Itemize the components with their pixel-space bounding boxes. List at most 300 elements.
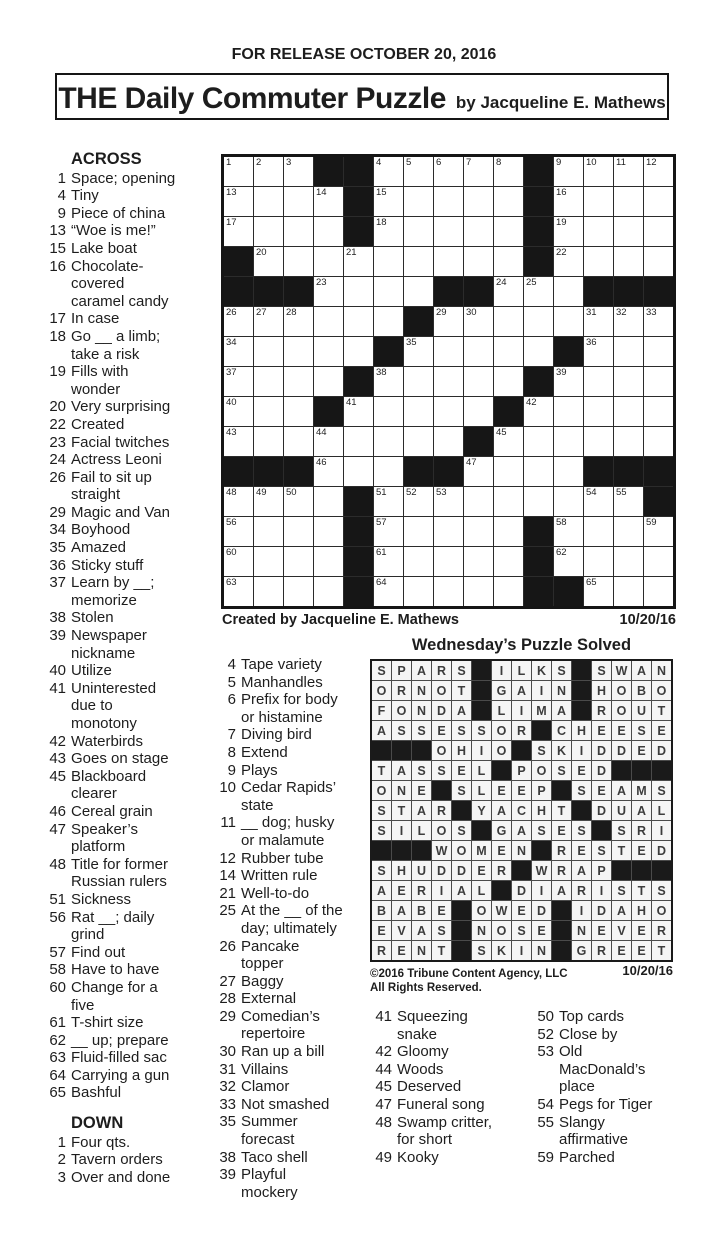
grid-cell[interactable]	[314, 367, 343, 396]
grid-cell[interactable]	[614, 547, 643, 576]
grid-cell[interactable]	[374, 457, 403, 486]
grid-cell[interactable]	[374, 487, 403, 516]
grid-cell[interactable]	[494, 337, 523, 366]
cell-number: 16	[556, 187, 567, 198]
solved-cell: S	[612, 881, 631, 900]
clue-number: 25	[219, 902, 236, 920]
grid-cell[interactable]	[284, 427, 313, 456]
solved-cell: E	[472, 861, 491, 880]
clue-number: 24	[49, 451, 66, 469]
grid-cell[interactable]	[584, 307, 613, 336]
clue-text: Close by	[559, 1025, 618, 1043]
grid-cell[interactable]	[464, 247, 493, 276]
grid-cell[interactable]	[434, 307, 463, 336]
solved-cell: T	[632, 881, 651, 900]
grid-cell[interactable]	[404, 517, 433, 546]
grid-cell[interactable]	[524, 457, 553, 486]
grid-cell[interactable]	[614, 517, 643, 546]
grid-cell[interactable]	[344, 397, 373, 426]
grid-cell[interactable]	[644, 397, 673, 426]
grid-cell[interactable]	[284, 157, 313, 186]
grid-cell[interactable]	[404, 397, 433, 426]
black-square	[344, 487, 373, 516]
grid-cell[interactable]	[614, 337, 643, 366]
clue-55	[532, 1114, 663, 1149]
grid-cell[interactable]	[554, 397, 583, 426]
grid-cell[interactable]	[524, 427, 553, 456]
grid-cell[interactable]	[614, 427, 643, 456]
grid-cell[interactable]	[494, 157, 523, 186]
grid-cell[interactable]	[314, 487, 343, 516]
grid-cell[interactable]	[584, 337, 613, 366]
solved-cell: C	[552, 721, 571, 740]
grid-cell[interactable]	[404, 337, 433, 366]
cell-number: 62	[556, 547, 567, 558]
grid-cell[interactable]	[584, 187, 613, 216]
grid-cell[interactable]	[314, 187, 343, 216]
clue-text: Amazed	[71, 539, 127, 557]
cell-number: 60	[226, 547, 237, 558]
solved-cell: E	[572, 761, 591, 780]
clue-number: 4	[227, 656, 236, 673]
solved-cell: R	[432, 801, 451, 820]
clue-number: 29	[219, 1007, 236, 1025]
grid-cell[interactable]	[584, 547, 613, 576]
solved-cell: I	[392, 821, 411, 840]
clue-number: 8	[227, 743, 236, 761]
black-square	[314, 397, 343, 426]
grid-cell[interactable]	[254, 307, 283, 336]
clue-text: Magic and Van	[71, 503, 170, 521]
solved-cell: A	[512, 681, 531, 700]
grid-cell[interactable]	[434, 217, 463, 246]
cell-number: 52	[406, 487, 417, 498]
grid-cell[interactable]	[494, 247, 523, 276]
black-square	[572, 701, 591, 720]
grid-cell[interactable]	[554, 217, 583, 246]
grid-cell[interactable]	[284, 307, 313, 336]
grid-cell[interactable]	[434, 157, 463, 186]
grid-cell[interactable]	[554, 157, 583, 186]
clue-text: Kooky	[397, 1148, 439, 1166]
cell-number: 5	[406, 157, 412, 168]
solved-cell: I	[432, 881, 451, 900]
grid-cell[interactable]	[644, 307, 673, 336]
solved-cell: E	[632, 921, 651, 940]
grid-cell[interactable]	[224, 157, 253, 186]
grid-cell[interactable]	[494, 487, 523, 516]
cell-number: 48	[226, 487, 237, 498]
clue-47	[370, 1096, 497, 1114]
clue-number: 26	[219, 937, 236, 955]
clue-20	[44, 398, 179, 416]
grid-cell[interactable]	[314, 337, 343, 366]
grid-cell[interactable]	[314, 247, 343, 276]
grid-cell[interactable]	[284, 397, 313, 426]
grid-cell[interactable]	[224, 427, 253, 456]
grid-cell[interactable]	[464, 217, 493, 246]
grid-cell[interactable]	[464, 307, 493, 336]
grid-cell[interactable]	[584, 517, 613, 546]
grid-cell[interactable]	[314, 217, 343, 246]
grid-cell[interactable]	[494, 367, 523, 396]
grid-cell[interactable]	[374, 397, 403, 426]
grid-cell[interactable]	[374, 277, 403, 306]
clue-number: 63	[49, 1049, 66, 1067]
grid-cell[interactable]	[434, 187, 463, 216]
solved-cell: A	[412, 921, 431, 940]
grid-cell[interactable]	[434, 427, 463, 456]
grid-cell[interactable]	[644, 337, 673, 366]
clue-44	[370, 1061, 497, 1079]
grid-cell[interactable]	[434, 337, 463, 366]
clue-35	[44, 539, 179, 557]
solved-cell: E	[612, 721, 631, 740]
grid-cell[interactable]	[644, 157, 673, 186]
grid-cell[interactable]	[314, 427, 343, 456]
grid-cell[interactable]	[464, 547, 493, 576]
grid-cell[interactable]	[614, 157, 643, 186]
solved-cell: A	[492, 801, 511, 820]
grid-cell[interactable]	[254, 337, 283, 366]
solved-cell: S	[572, 821, 591, 840]
solved-cell: E	[392, 941, 411, 960]
cell-number: 54	[586, 487, 597, 498]
grid-cell[interactable]	[554, 487, 583, 516]
grid-cell[interactable]	[254, 427, 283, 456]
solved-cell: R	[552, 841, 571, 860]
grid-cell[interactable]	[344, 427, 373, 456]
grid-cell[interactable]	[584, 397, 613, 426]
grid-cell[interactable]	[374, 187, 403, 216]
grid-cell[interactable]	[374, 547, 403, 576]
grid-cell[interactable]	[584, 247, 613, 276]
black-square	[404, 307, 433, 336]
grid-cell[interactable]	[434, 397, 463, 426]
grid-cell[interactable]	[554, 277, 583, 306]
grid-cell[interactable]	[644, 577, 673, 606]
solved-cell: P	[392, 661, 411, 680]
clue-60	[44, 979, 179, 1014]
clue-number: 21	[219, 884, 236, 902]
grid-cell[interactable]	[404, 187, 433, 216]
clue-text: Chocolate-covered caramel candy	[71, 257, 169, 310]
clue-17	[44, 310, 179, 328]
grid-cell[interactable]	[494, 187, 523, 216]
grid-cell[interactable]	[374, 307, 403, 336]
grid-cell[interactable]	[644, 247, 673, 276]
grid-cell[interactable]	[644, 187, 673, 216]
cell-number: 24	[496, 277, 507, 288]
clue-31	[214, 1061, 343, 1079]
grid-cell[interactable]	[404, 427, 433, 456]
grid-cell[interactable]	[584, 577, 613, 606]
clue-41	[370, 1008, 497, 1043]
cell-number: 6	[436, 157, 442, 168]
grid-cell[interactable]	[254, 217, 283, 246]
grid-cell[interactable]	[224, 367, 253, 396]
grid-cell[interactable]	[584, 487, 613, 516]
clue-text: Woods	[397, 1060, 444, 1078]
grid-cell[interactable]	[464, 157, 493, 186]
solved-cell: B	[632, 681, 651, 700]
solved-cell: T	[452, 681, 471, 700]
grid-cell[interactable]	[224, 487, 253, 516]
grid-cell[interactable]	[314, 457, 343, 486]
grid-cell[interactable]	[284, 217, 313, 246]
grid-cell[interactable]	[404, 277, 433, 306]
grid-cell[interactable]	[614, 397, 643, 426]
grid-cell[interactable]	[314, 547, 343, 576]
grid-cell[interactable]	[344, 337, 373, 366]
grid-cell[interactable]	[434, 247, 463, 276]
grid-cell[interactable]	[494, 547, 523, 576]
grid-cell[interactable]	[494, 577, 523, 606]
grid-cell[interactable]	[434, 547, 463, 576]
grid-cell[interactable]	[344, 277, 373, 306]
grid-cell[interactable]	[404, 547, 433, 576]
grid-cell[interactable]	[554, 427, 583, 456]
black-square	[284, 457, 313, 486]
cell-number: 37	[226, 367, 237, 378]
black-square	[524, 517, 553, 546]
solved-cell: L	[492, 701, 511, 720]
grid-cell[interactable]	[284, 367, 313, 396]
black-square	[572, 681, 591, 700]
grid-cell[interactable]	[374, 247, 403, 276]
solved-cell: I	[572, 901, 591, 920]
clue-54	[532, 1096, 663, 1114]
grid-cell[interactable]	[254, 517, 283, 546]
clue-number: 53	[537, 1043, 554, 1061]
grid-cell[interactable]	[314, 277, 343, 306]
grid-cell[interactable]	[584, 157, 613, 186]
solved-cell: E	[432, 721, 451, 740]
clue-text: Ran up a bill	[241, 1043, 325, 1061]
solved-cell: O	[532, 761, 551, 780]
grid-cell[interactable]	[224, 307, 253, 336]
clue-21	[214, 885, 343, 903]
grid-cell[interactable]	[464, 457, 493, 486]
cell-number: 56	[226, 517, 237, 528]
grid-cell[interactable]	[284, 187, 313, 216]
grid-cell[interactable]	[224, 397, 253, 426]
grid-cell[interactable]	[404, 157, 433, 186]
grid-cell[interactable]	[584, 367, 613, 396]
clue-text: Villains	[241, 1060, 289, 1078]
grid-cell[interactable]	[614, 187, 643, 216]
grid-cell[interactable]	[614, 367, 643, 396]
grid-cell[interactable]	[404, 247, 433, 276]
grid-cell[interactable]	[464, 337, 493, 366]
grid-cell[interactable]	[614, 247, 643, 276]
clue-text: Utilize	[71, 662, 112, 680]
grid-cell[interactable]	[344, 247, 373, 276]
grid-cell[interactable]	[614, 217, 643, 246]
grid-cell[interactable]	[614, 307, 643, 336]
grid-cell[interactable]	[644, 547, 673, 576]
solved-cell: A	[552, 881, 571, 900]
grid-cell[interactable]	[224, 187, 253, 216]
clue-text: Tavern orders	[71, 1151, 163, 1169]
grid-cell[interactable]	[284, 487, 313, 516]
grid-cell[interactable]	[434, 577, 463, 606]
grid-cell[interactable]	[224, 337, 253, 366]
cell-number: 65	[586, 577, 597, 588]
grid-cell[interactable]	[434, 367, 463, 396]
grid-cell[interactable]	[374, 217, 403, 246]
grid-cell[interactable]	[254, 397, 283, 426]
grid-cell[interactable]	[374, 577, 403, 606]
grid-cell[interactable]	[494, 517, 523, 546]
grid-cell[interactable]	[374, 367, 403, 396]
clue-number: 52	[537, 1025, 554, 1043]
grid-cell[interactable]	[434, 487, 463, 516]
grid-cell[interactable]	[254, 157, 283, 186]
solved-cell: S	[432, 921, 451, 940]
solved-cell: S	[532, 741, 551, 760]
solved-cell: A	[512, 821, 531, 840]
grid-cell[interactable]	[644, 217, 673, 246]
grid-cell[interactable]	[284, 517, 313, 546]
clue-number: 34	[49, 521, 66, 539]
solved-cell: I	[572, 741, 591, 760]
grid-cell[interactable]	[494, 277, 523, 306]
solved-cell: S	[372, 801, 391, 820]
clue-58	[44, 961, 179, 979]
clue-number: 30	[219, 1043, 236, 1061]
solved-cell: O	[432, 681, 451, 700]
grid-cell[interactable]	[404, 487, 433, 516]
clue-text: Over and done	[71, 1168, 171, 1186]
clue-5	[214, 674, 343, 692]
black-square	[372, 741, 391, 760]
grid-cell[interactable]	[524, 307, 553, 336]
grid-cell[interactable]	[494, 457, 523, 486]
grid-cell[interactable]	[314, 517, 343, 546]
grid-cell[interactable]	[254, 187, 283, 216]
clue-number: 35	[219, 1113, 236, 1131]
solved-cell: S	[472, 941, 491, 960]
grid-cell[interactable]	[284, 547, 313, 576]
grid-cell[interactable]	[464, 487, 493, 516]
black-square	[592, 821, 611, 840]
grid-cell[interactable]	[464, 187, 493, 216]
solved-cell: E	[492, 841, 511, 860]
solved-cell: E	[572, 841, 591, 860]
clue-18	[44, 328, 179, 363]
grid-cell[interactable]	[314, 577, 343, 606]
grid-cell[interactable]	[644, 367, 673, 396]
black-square	[584, 277, 613, 306]
grid-cell[interactable]	[644, 517, 673, 546]
grid-cell[interactable]	[404, 217, 433, 246]
clue-50	[532, 1008, 663, 1026]
grid-cell[interactable]	[464, 397, 493, 426]
grid-cell[interactable]	[254, 577, 283, 606]
grid-cell[interactable]	[404, 367, 433, 396]
grid-cell[interactable]	[614, 487, 643, 516]
grid-cell[interactable]	[254, 487, 283, 516]
grid-cell[interactable]	[254, 247, 283, 276]
grid-cell[interactable]	[374, 517, 403, 546]
clue-text: Cereal grain	[71, 802, 153, 820]
grid-cell[interactable]	[344, 307, 373, 336]
grid-cell[interactable]	[224, 217, 253, 246]
grid-cell[interactable]	[284, 577, 313, 606]
grid-cell[interactable]	[524, 397, 553, 426]
down-heading: DOWN	[71, 1114, 124, 1133]
clue-number: 62	[49, 1031, 66, 1049]
grid-cell[interactable]	[584, 427, 613, 456]
clue-number: 44	[375, 1060, 392, 1078]
grid-cell[interactable]	[434, 517, 463, 546]
grid-cell[interactable]	[314, 307, 343, 336]
grid-cell[interactable]	[554, 457, 583, 486]
grid-cell[interactable]	[554, 517, 583, 546]
cell-number: 41	[346, 397, 357, 408]
grid-cell[interactable]	[284, 247, 313, 276]
grid-cell[interactable]	[494, 427, 523, 456]
grid-cell[interactable]	[344, 457, 373, 486]
cell-number: 23	[316, 277, 327, 288]
clue-number: 33	[219, 1095, 236, 1113]
grid-cell[interactable]	[464, 517, 493, 546]
solved-cell: S	[452, 661, 471, 680]
grid-cell[interactable]	[524, 487, 553, 516]
grid-cell[interactable]	[374, 427, 403, 456]
grid-cell[interactable]	[554, 187, 583, 216]
grid-cell[interactable]	[614, 577, 643, 606]
grid-cell[interactable]	[494, 217, 523, 246]
black-square	[632, 761, 651, 780]
cell-number: 10	[586, 157, 597, 168]
solved-cell: N	[532, 941, 551, 960]
grid-cell[interactable]	[224, 517, 253, 546]
black-square	[472, 681, 491, 700]
grid-cell[interactable]	[254, 547, 283, 576]
solved-cell: S	[652, 781, 671, 800]
grid-cell[interactable]	[224, 577, 253, 606]
grid-cell[interactable]	[374, 157, 403, 186]
grid-cell[interactable]	[224, 547, 253, 576]
solved-cell: R	[432, 661, 451, 680]
black-square	[632, 861, 651, 880]
grid-cell[interactable]	[524, 337, 553, 366]
solved-cell: D	[652, 841, 671, 860]
cell-number: 42	[526, 397, 537, 408]
grid-cell[interactable]	[554, 367, 583, 396]
grid-cell[interactable]	[644, 427, 673, 456]
grid-cell[interactable]	[254, 367, 283, 396]
grid-cell[interactable]	[554, 547, 583, 576]
grid-cell[interactable]	[464, 577, 493, 606]
grid-cell[interactable]	[494, 307, 523, 336]
grid-cell[interactable]	[554, 307, 583, 336]
grid-cell[interactable]	[554, 247, 583, 276]
clue-14	[214, 867, 343, 885]
solved-cell: R	[592, 941, 611, 960]
solved-cell: O	[372, 781, 391, 800]
black-square	[532, 721, 551, 740]
grid-cell[interactable]	[404, 577, 433, 606]
cell-number: 47	[466, 457, 477, 468]
grid-cell[interactable]	[524, 277, 553, 306]
grid-cell[interactable]	[464, 367, 493, 396]
grid-cell[interactable]	[284, 337, 313, 366]
grid-cell[interactable]	[584, 217, 613, 246]
cell-number: 2	[256, 157, 262, 168]
